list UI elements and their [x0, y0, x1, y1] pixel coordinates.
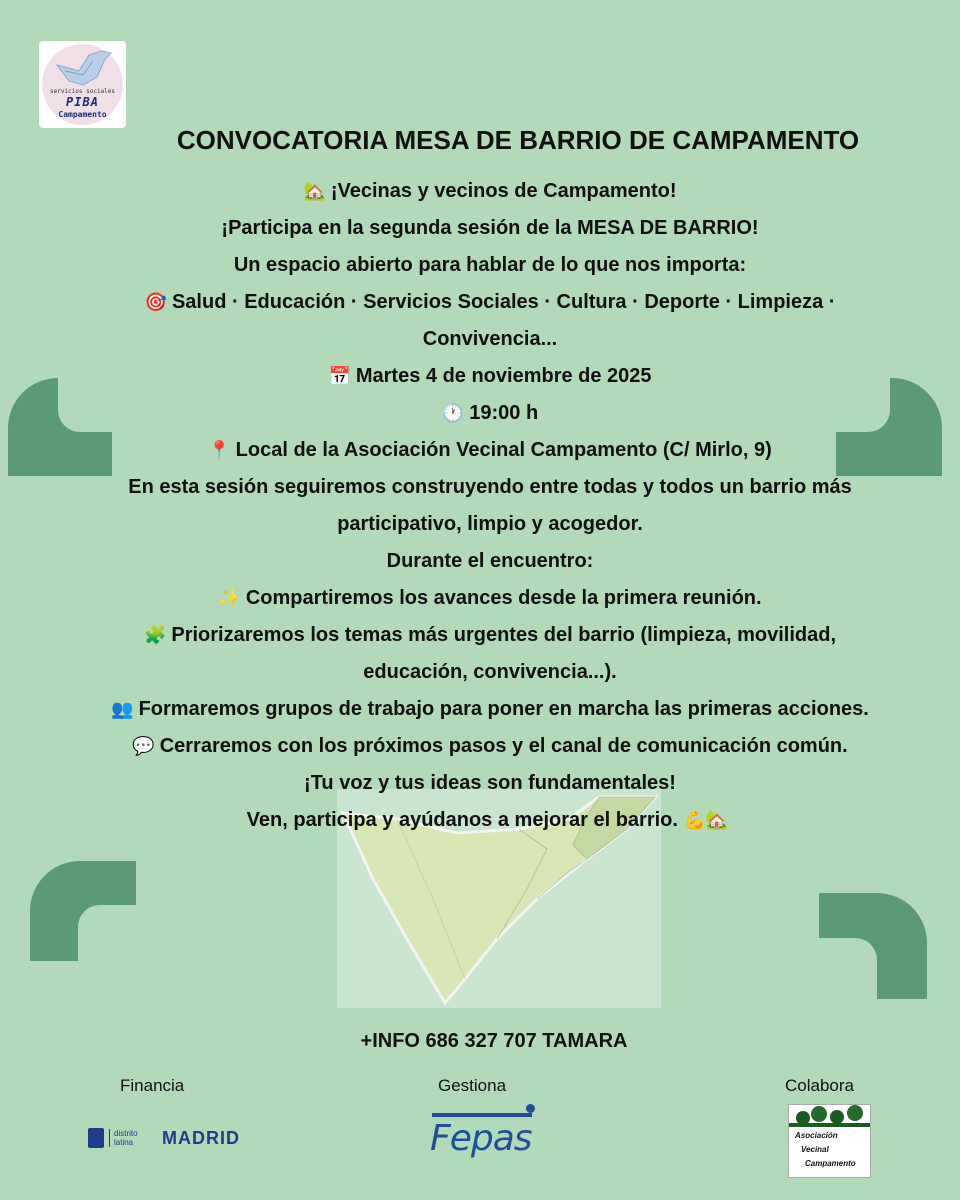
fepas-bar-icon: [432, 1113, 532, 1117]
logo-subtitle: servicios sociales: [49, 88, 116, 95]
page-title: CONVOCATORIA MESA DE BARRIO DE CAMPAMENTO: [176, 125, 860, 155]
greeting-line: [95, 173, 885, 210]
time-text: 19:00 h: [469, 402, 539, 424]
agenda-text-4: Cerraremos con los próximos pasos y el canal de comunicación común.: [159, 735, 848, 757]
announcement-body: [95, 173, 885, 839]
space-line: Un espacio abierto para hablar de lo que nos importa:: [233, 254, 747, 276]
location-line: [95, 432, 885, 469]
session-line: En esta sesión seguiremos construyendo entre todas y todos un barrio más participativo, limpio y acogedor.: [128, 476, 852, 535]
puzzle-icon: 🧩: [143, 625, 167, 645]
trees-icon: [789, 1105, 870, 1127]
logo-place: Campamento: [58, 110, 107, 119]
district-label: distrito latina: [109, 1129, 152, 1147]
location-text: Local de la Asociación Vecinal Campamento (C/ Mirlo, 9): [235, 439, 772, 461]
target-icon: 🎯: [144, 292, 167, 312]
people-icon: 👥: [111, 699, 134, 719]
agenda-item-1: [95, 580, 885, 617]
topics-text: Salud · Educación · Servicios Sociales · Cultura · Deporte · Limpieza · Convivencia...: [171, 291, 836, 350]
agenda-item-4: [95, 728, 885, 765]
contact-info: +INFO 686 327 707 TAMARA: [360, 1030, 628, 1052]
pin-icon: 📍: [208, 440, 231, 460]
avc-logo: [788, 1104, 871, 1178]
avc-line-1: Asociación: [795, 1131, 838, 1140]
fepas-logo: [430, 1103, 542, 1163]
agenda-text-2: Priorizaremos los temas más urgentes del barrio (limpieza, movilidad, educación, convivencia...).: [171, 624, 837, 683]
during-line: Durante el encuentro:: [386, 550, 594, 572]
closing-text: Ven, participa y ayúdanos a mejorar el barrio.: [246, 809, 678, 831]
madrid-logo: [88, 1124, 240, 1152]
date-line: [95, 358, 885, 395]
fepas-wordmark: Fepas: [430, 1118, 532, 1159]
madrid-emblem-icon: [88, 1128, 104, 1148]
invite-line: ¡Participa en la segunda sesión de la MESA DE BARRIO!: [221, 217, 759, 239]
voice-line: ¡Tu voz y tus ideas son fundamentales!: [304, 772, 676, 794]
financia-label: Financia: [120, 1076, 185, 1095]
house-icon: 🏡: [303, 181, 326, 201]
fepas-dot-icon: [526, 1104, 535, 1113]
colabora-label: Colabora: [785, 1076, 854, 1095]
logo-name: PIBA: [66, 95, 99, 109]
piba-logo: [39, 41, 126, 128]
topics-line: [95, 284, 885, 358]
agenda-item-2: [95, 617, 885, 691]
madrid-wordmark: MADRID: [162, 1127, 240, 1148]
corner-shape-cutout: [78, 905, 140, 965]
calendar-icon: 📅: [328, 366, 351, 386]
date-text: Martes 4 de noviembre de 2025: [355, 365, 652, 387]
sparkles-icon: ✨: [218, 588, 241, 608]
clock-icon: 🕐: [441, 403, 465, 423]
agenda-text-1: Compartiremos los avances desde la primera reunión.: [245, 587, 762, 609]
closing-line: [95, 802, 885, 839]
time-line: [95, 395, 885, 432]
gestiona-label: Gestiona: [438, 1076, 507, 1095]
avc-line-2: Vecinal: [801, 1145, 829, 1154]
speech-bubble-icon: 💬: [132, 736, 155, 756]
muscle-house-icon: 💪🏡: [683, 810, 729, 830]
agenda-text-3: Formaremos grupos de trabajo para poner en marcha las primeras acciones.: [138, 698, 869, 720]
avc-line-3: Campamento: [805, 1159, 856, 1168]
greeting-text: ¡Vecinas y vecinos de Campamento!: [330, 180, 677, 202]
corner-shape-cutout: [815, 938, 877, 1002]
agenda-item-3: [95, 691, 885, 728]
